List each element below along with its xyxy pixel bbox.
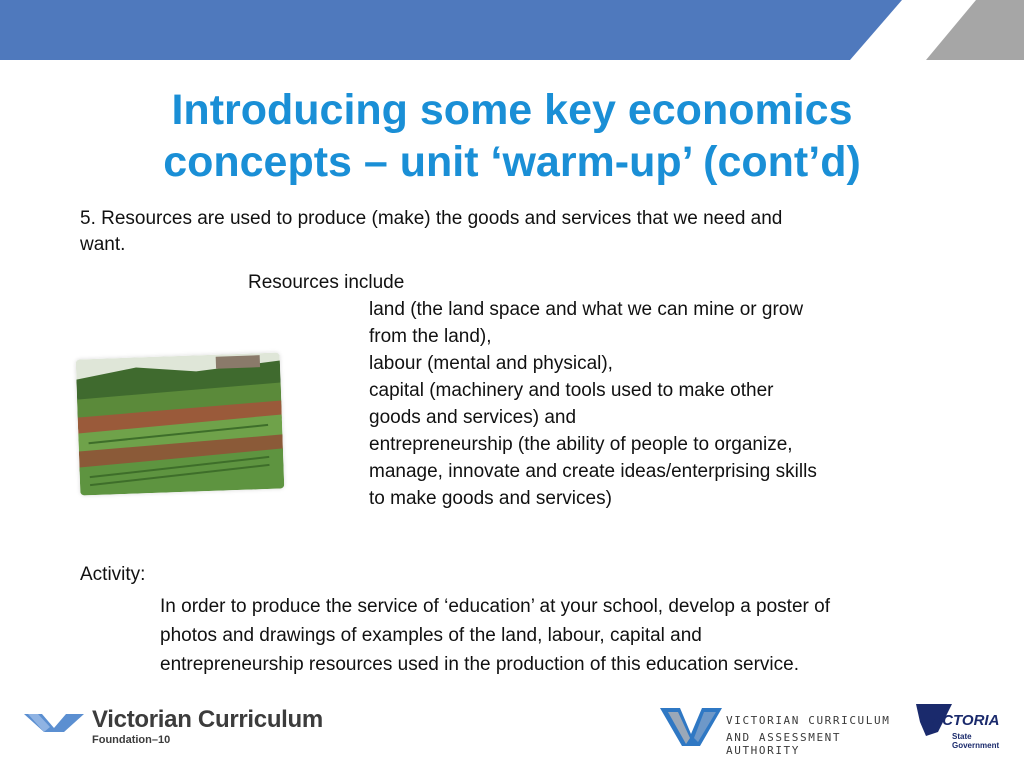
resources-line: to make goods and services): [369, 488, 612, 509]
vcaa-v-icon: [660, 704, 722, 748]
header-banner: [0, 0, 1024, 60]
farmland-photo-art: [76, 352, 285, 495]
vic-logo-state: State: [952, 732, 972, 741]
slide-title-line-1: Introducing some key economics: [171, 86, 853, 134]
slide-title: [60, 84, 964, 188]
intro-line-1: 5. Resources are used to produce (make) the goods and services that we need and: [80, 208, 783, 229]
vic-logo-government: Government: [952, 741, 1000, 750]
resources-list: [369, 296, 929, 512]
resources-line: land (the land space and what we can mine or grow: [369, 299, 804, 320]
header-banner-grey: [926, 0, 1024, 60]
victoria-state-government-logo: [916, 700, 1008, 752]
vc-logo-name: Victorian Curriculum: [92, 706, 323, 733]
resources-line: from the land),: [369, 326, 492, 347]
intro-line-2: want.: [80, 234, 126, 255]
vcaa-logo-line-1: VICTORIAN CURRICULUM: [726, 714, 891, 727]
vic-logo-word: VICTORIA: [928, 712, 1000, 729]
vc-logo-subtitle: Foundation–10: [92, 734, 171, 746]
resources-line: manage, innovate and create ideas/enterprising skills: [369, 461, 817, 482]
header-banner-blue: [0, 0, 902, 60]
farmland-photo: [76, 352, 285, 495]
slide-title-line-2: concepts – unit ‘warm-up’ (cont’d): [163, 138, 861, 186]
activity-line: entrepreneurship resources used in the production of this education service.: [160, 654, 799, 675]
resources-heading: Resources include: [248, 272, 405, 293]
resources-line: capital (machinery and tools used to make other: [369, 380, 774, 401]
intro-paragraph: [80, 206, 960, 258]
activity-line: photos and drawings of examples of the land, labour, capital and: [160, 625, 702, 646]
victorian-curriculum-logo: [24, 706, 364, 750]
resources-line: entrepreneurship (the ability of people to organize,: [369, 434, 793, 455]
activity-label: Activity:: [80, 564, 146, 585]
vcaa-logo-line-2: AND ASSESSMENT AUTHORITY: [726, 731, 842, 757]
resources-line: labour (mental and physical),: [369, 353, 613, 374]
vc-chevron-icon: [24, 710, 86, 734]
resources-line: goods and services) and: [369, 407, 577, 428]
activity-instructions: [160, 592, 980, 679]
activity-line: In order to produce the service of ‘education’ at your school, develop a poster of: [160, 596, 830, 617]
vcaa-logo: [660, 700, 900, 757]
